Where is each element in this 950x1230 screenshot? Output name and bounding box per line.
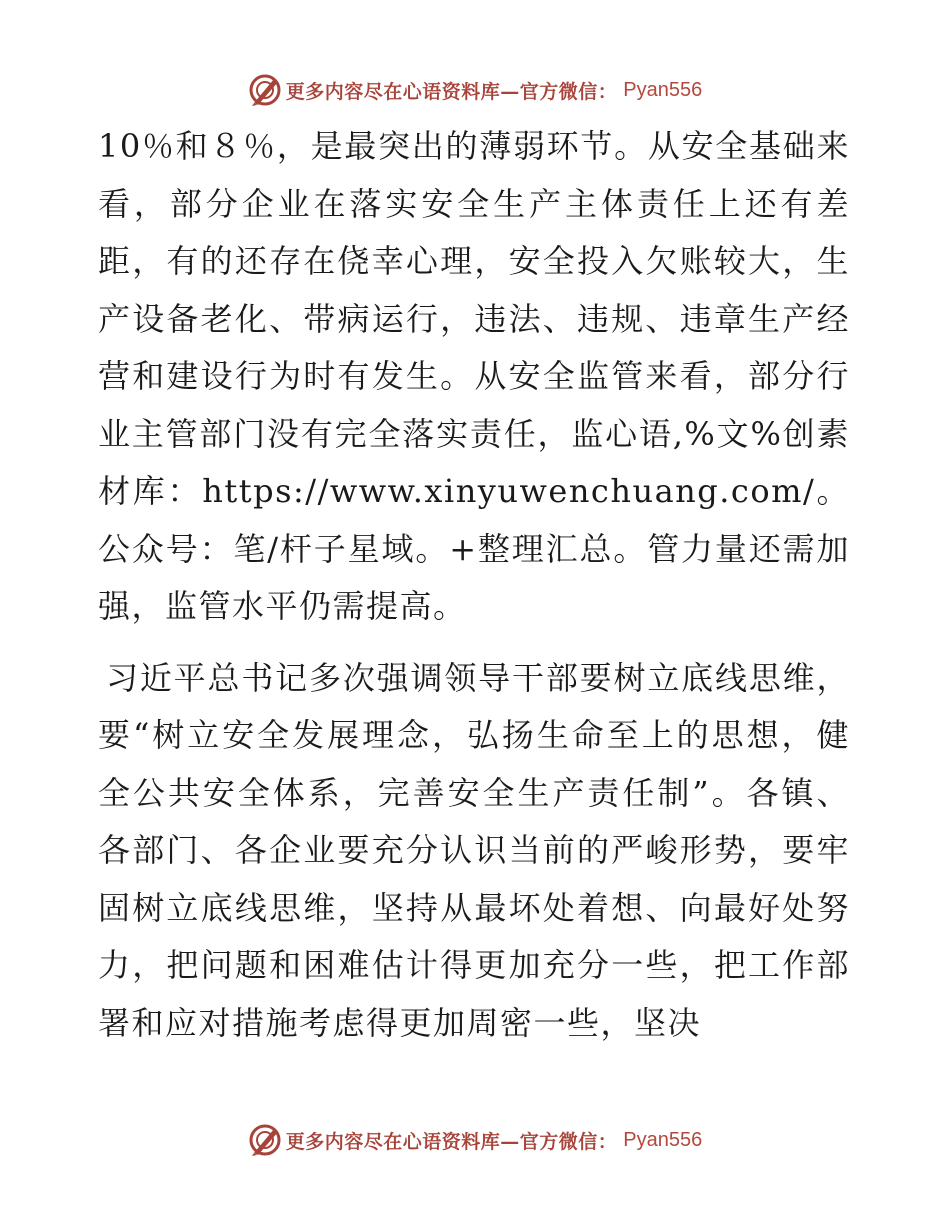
- footer-contact: Pyan556: [623, 1128, 703, 1151]
- paragraph-1: 10％和８％，是最突出的薄弱环节。从安全基础来看，部分企业在落实安全生产主体责任上还有差距，有的还存在侥幸心理，安全投入欠账较大，生产设备老化、带病运行，违法、违规、违章生产经营和建设行为时有发生。从安全监管来看，部分行业主管部门没有完全落实责任，监心语,%文%创素材库：https://www.xinyuwenchuang.com/。公众号：笔/杆子星域。+整理汇总。管力量还需加强，监管水平仍需提高。: [98, 127, 850, 625]
- header-contact: Pyan556: [623, 78, 703, 101]
- pen-logo-icon: [248, 73, 282, 107]
- paragraph-2: 习近平总书记多次强调领导干部要树立底线思维，要“树立安全发展理念，弘扬生命至上的思想，健全公共安全体系，完善安全生产责任制”。各镇、各部门、各企业要充分认识当前的严峻形势，要牢固树立底线思维，坚持从最坏处着想、向最好处努力，把问题和困难估计得更加充分一些，把工作部署和应对措施考虑得更加周密一些，坚决: [98, 658, 850, 1042]
- footer-banner: [0, 1120, 950, 1160]
- header-banner-text: 更多内容尽在心语资料库—官方微信：: [285, 80, 618, 103]
- footer-banner-text: 更多内容尽在心语资料库—官方微信：: [285, 1130, 618, 1153]
- document-body: [98, 118, 850, 1052]
- header-banner: [0, 70, 950, 110]
- pen-logo-icon: [248, 1123, 282, 1157]
